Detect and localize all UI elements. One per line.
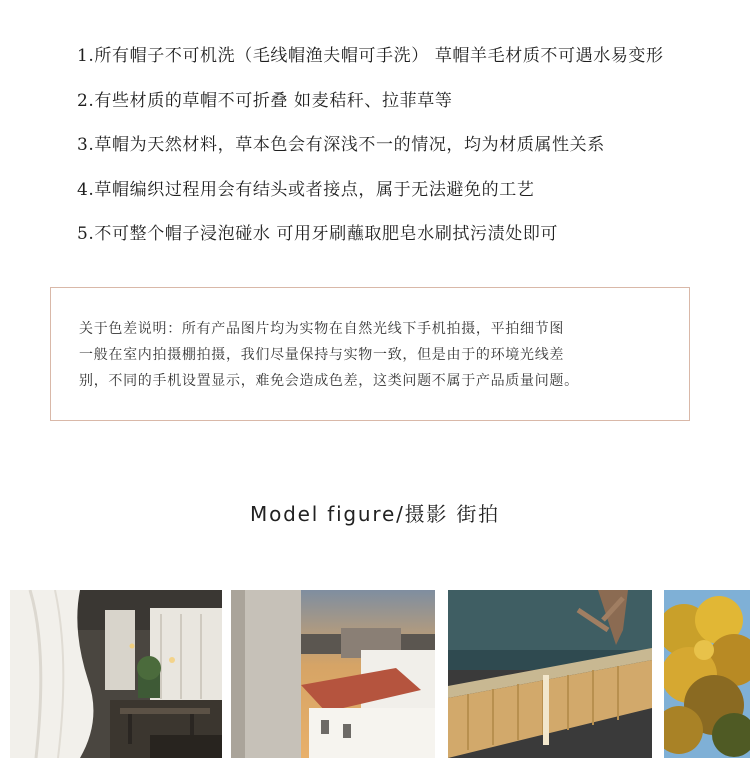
photo-cafe-interior[interactable]	[10, 590, 222, 758]
photo-autumn-tree[interactable]	[664, 590, 750, 758]
disclaimer-line-2: 一般在室内拍摄棚拍摄，我们尽量保持与实物一致，但是由于的环境光线差	[79, 347, 565, 363]
care-note-1: 1.所有帽子不可机洗（毛线帽渔夫帽可手洗） 草帽羊毛材质不可遇水易变形	[77, 46, 664, 66]
photo-sunset-rooftops[interactable]	[231, 590, 435, 758]
care-note-5: 5.不可整个帽子浸泡碰水 可用牙刷蘸取肥皂水刷拭污渍处即可	[77, 224, 559, 244]
color-disclaimer-box	[50, 287, 690, 421]
section-title: Model figure/摄影 街拍	[250, 502, 500, 526]
disclaimer-line-1: 关于色差说明：所有产品图片均为实物在自然光线下手机拍摄，平拍细节图	[79, 321, 565, 337]
care-note-4: 4.草帽编织过程用会有结头或者接点，属于无法避免的工艺	[77, 179, 535, 200]
photo-strip	[0, 590, 750, 758]
color-disclaimer-text	[79, 316, 663, 394]
photo-sea-balcony[interactable]	[448, 590, 652, 758]
care-notes-list	[77, 44, 727, 267]
disclaimer-line-3: 别，不同的手机设置显示，难免会造成色差，这类问题不属于产品质量问题。	[79, 373, 579, 389]
care-note-3: 3.草帽为天然材料，草本色会有深浅不一的情况，均为材质属性关系	[77, 135, 605, 155]
care-note-2: 2.有些材质的草帽不可折叠 如麦秸秆、拉菲草等	[77, 90, 453, 111]
